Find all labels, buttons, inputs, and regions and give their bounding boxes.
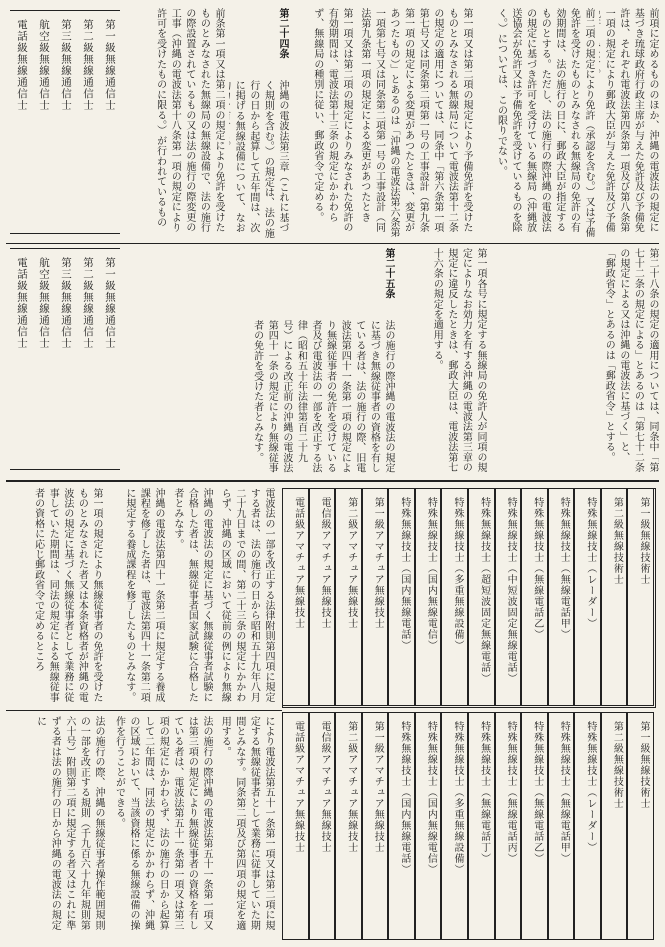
paragraph-br-6: により電波法第五十一条第一項又は第二項に規定する無線従事者として業務に従事していた期間とみなす。同条第二項及び第四項の規定を適用する。 <box>219 716 274 931</box>
paragraph-mid-3: 第一項各号に規定する無線局の免許人が同項の規定によりなお効力を有する沖縄の電波法第三章の規定に違反したときは、郵政大臣は、電波法第七十六条の規定を適用する。 <box>431 248 486 473</box>
paragraph-mid-2: 第二十八条の規定の適用については、同条中「第七十二条の規定による」とあるのは「第七十二条の規定による又は沖縄の電波法に基づく」と、「郵政省令」とあるのは「郵政省令」とする。 <box>603 248 658 473</box>
paragraph-br-6b: 法の施行の際沖縄の電波法第五十一条第一項又は第三項の規定により無線従事者の資格を有している者は、電波法第五十一条第一項又は第三項の規定にかかわらず、法の施行の日から起算して二年間は、同法の規定にかかわらず、沖縄の区域において、当該資格に係る無線設備の操作を行うことができる。 <box>113 716 212 931</box>
divider <box>6 710 282 711</box>
qualification-table-1-cell: 第二級アマチュア無線技士 <box>335 488 362 706</box>
qualification-table-2-cell: 特殊無線技士（国内無線電信） <box>415 712 442 940</box>
license-item: 電話級無線通信士 <box>16 19 28 111</box>
qualification-table-2-cell: 特殊無線技士（レーダー） <box>574 712 601 940</box>
paragraph-24b: 前条第一項又は第二項の規定により免許を受けたものとみなされた無線局の無線設備で、法の施行の際設置されているもの又は法の施行の際変更の工事（沖縄の電波法第十八条第一項の規定により許可を受けたものに限る。）が行われているもの <box>154 8 224 233</box>
qualification-table-2-cell: 特殊無線技士（無線電話乙） <box>521 712 548 940</box>
license-item: 航空級無線通信士 <box>38 257 50 349</box>
qualification-table-1-cell: 特殊無線技士（国内無線電信） <box>415 488 442 706</box>
qualification-table-1-cell: 特殊無線技士（無線電話甲） <box>548 488 575 706</box>
qualification-table-2-cell: 特殊無線技士（国内無線電話） <box>388 712 415 940</box>
license-item: 第三級無線通信士 <box>60 257 72 349</box>
license-item: 航空級無線通信士 <box>38 19 50 111</box>
qualification-table-2-cell: 特殊無線技士（無線電話甲） <box>548 712 575 940</box>
paragraph-bl-5: 第一項の規定により無線従事者の免許を受けたものとみなされた者又は本条資格者が沖縄の電波法の規定に基づく無線従事者として業務に従事していた期間は、同法の規定による無線従事者の資格に応じ郵政省令で定めるところ <box>32 488 102 703</box>
qualification-table-2-cell: 電話級アマチュア無線技士 <box>282 712 309 940</box>
qualification-table-1-cell: 特殊無線技士（レーダー） <box>574 488 601 706</box>
qualification-table-2-cell: 特殊無線技士（無線電話丁） <box>468 712 495 940</box>
qualification-table-2-cell: 電信級アマチュア無線技士 <box>309 712 336 940</box>
paragraph-top-3b: 前二項の規定により免許（承認を含む。）又は予備免許を受けたものとみなされる無線局の免許の有効期間は、法の施行の日に、郵政大臣が指定するものとする。ただし、法の施行の際沖縄の電波法の規定に基づき許可を受けている無線局（沖縄放送協会が免許又は予備免許を受けているものを除く。）については、この限りでない。 <box>495 8 594 238</box>
license-list-middle <box>10 248 120 470</box>
article-24-body: 沖縄の電波法第三章（これに基づく規則を含む。）の規定は、法の施行の日から起算して五年間は、次に掲げる無線設備について、なお <box>233 80 288 239</box>
paragraph-top-4: 第一項又は第二項の規定により予備免許を受けたものとみなされる無線局について電波法第十二条の規定の適用については、同条中「第六条第一項第七号又は同条第二項第一号の工事設計（第九条第一項の規定による変更があつたときは、変更があつたもの）」とあるのは「沖縄の電波法第六条第一項第七号又は同条第二項第一号の工事設計（同法第九条第一項の規定による変更があつたとき <box>358 8 472 238</box>
qualification-table-1-cell: 電話級アマチュア無線技士 <box>282 488 309 706</box>
qualification-table-2-cell: 特殊無線技士（多重無線設備） <box>441 712 468 940</box>
divider <box>6 480 659 482</box>
qualification-table-1-cell: 特殊無線技士（無線電話乙） <box>521 488 548 706</box>
qualification-table-2-cell: 特殊無線技士（無線電話丙） <box>495 712 522 940</box>
license-item: 第三級無線通信士 <box>60 19 72 111</box>
paragraph-bl-2: 電波法の一部を改正する法律附則第四項に規定する者は、法の施行の日から昭和五十九年八月二十九日までの間、第二十三条の規定にかかわらず、沖縄の区域において従前の例により無線 <box>219 488 274 703</box>
article-24-heading: 第二十四条 <box>277 8 288 59</box>
qualification-table-1-cell: 特殊無線技士（超短波固定無線電話） <box>468 488 495 706</box>
paragraph-br-7: 法の施行の際、沖縄の無線従事者操作範囲規則の一部を改正する規則（千九百六十九年規則第六十号）附則第二項に規定する者又はこれに準ずる者は法の施行の日から沖縄の電波法の規定に <box>34 716 104 931</box>
license-item: 第一級無線通信士 <box>104 19 116 111</box>
divider <box>6 243 659 244</box>
paragraph-bl-3: 沖縄の電波法の規定に基づく無線従事者試験に合格した者は、無線従事者国家試験に合格した者とみなす。 <box>171 488 212 703</box>
qualification-table-2-cell: 第一級アマチュア無線技士 <box>362 712 389 940</box>
article-25-heading: 第二十五条 <box>383 248 394 299</box>
license-item: 第一級無線通信士 <box>104 257 116 349</box>
article-25-body: 法の施行の際沖縄の電波法の規定に基づき無線従事者の資格を有している者は、法の施行の際、旧電波法第四十一条第一項の規定により無線従事者の免許を受けている者及び電波法の一部を改正する法律（昭和五十年法律第百二十九号）による改正前の沖縄の電波法第四十一条の規定により無線従事者の免許を受けた者とみなす。 <box>251 320 394 473</box>
paragraph-top-5: 第一項又は第二項の規定によりみなされた免許の有効期間は、電波法第十三条の規定にかかわらず、無線局の種別に従い、郵政省令で定める。 <box>311 8 352 233</box>
qualification-table-2-cell: 第一級無線技術士 <box>627 712 654 940</box>
qualification-table-1-cell: 特殊無線技士（中短波固定無線電話） <box>495 488 522 706</box>
qualification-table-2-cell: 第二級アマチュア無線技士 <box>335 712 362 940</box>
paragraph-bl-4: 沖縄の電波法第四十一条第二項に規定する養成課程を修了した者は、電波法第四十一条第二項に規定する養成課程を修了したものとみなす。 <box>123 488 164 703</box>
qualification-table-1-cell: 第一級無線技術士 <box>627 488 654 706</box>
qualification-table-2-cell: 第二級無線技術士 <box>601 712 628 940</box>
qualification-table-1-cell: 特殊無線技士（多重無線設備） <box>441 488 468 706</box>
qualification-table-1-cell: 第一級アマチュア無線技士 <box>362 488 389 706</box>
qualification-table-1-cell: 電信級アマチュア無線技士 <box>309 488 336 706</box>
license-item: 電話級無線通信士 <box>16 257 28 349</box>
qualification-table-1-cell: 第二級無線技術士 <box>601 488 628 706</box>
qualification-table-1-cell: 特殊無線技士（国内無線電話） <box>388 488 415 706</box>
license-list-upper <box>10 10 120 234</box>
license-item: 第二級無線通信士 <box>82 19 94 111</box>
paragraph-top-3: 前項に定めるもののほか、沖縄の電波法の規定に基づき琉球政府行政主席が与えた免許及び予備免許は、それぞれ電波法第四条第一項及び第八条第一項の規定により郵政大臣が与えた免許及び予備 <box>603 8 658 233</box>
license-item: 第二級無線通信士 <box>82 257 94 349</box>
